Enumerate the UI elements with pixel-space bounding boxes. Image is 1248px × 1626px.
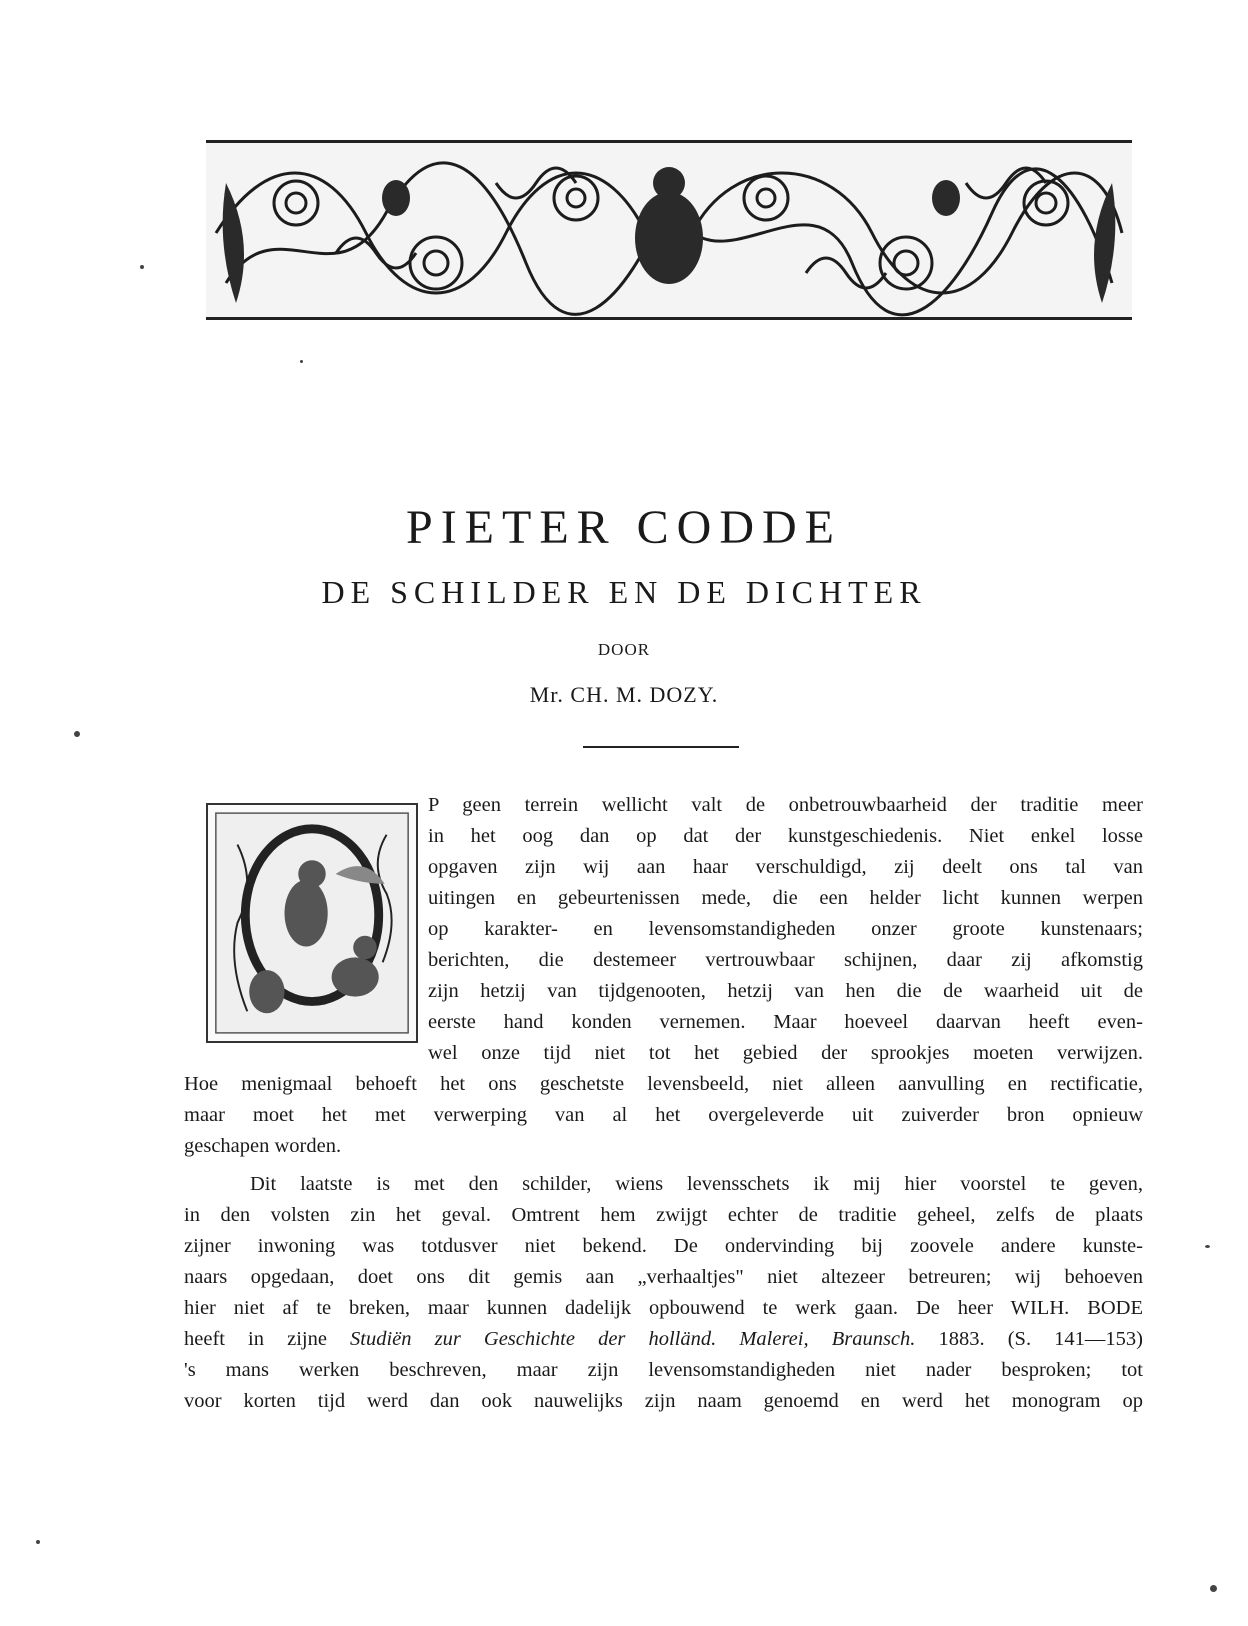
text-line: uitingen en gebeurtenissen mede, die een helder licht kunnen werpen bbox=[428, 887, 1143, 909]
text-line: zijner inwoning was totdusver niet bekend. De ondervinding bij zoovele andere kunste- bbox=[184, 1235, 1143, 1257]
text-line-with-citation bbox=[184, 1324, 1143, 1355]
text-segment: heeft in zijne bbox=[184, 1328, 351, 1350]
scan-speck bbox=[140, 265, 144, 269]
title-divider bbox=[583, 746, 739, 748]
text-line: P geen terrein wellicht valt de onbetrouwbaarheid der traditie meer bbox=[428, 794, 1143, 816]
text-line: maar moet het met verwerping van al het overgeleverde uit zuiverder bron opnieuw bbox=[184, 1104, 1143, 1126]
article-subtitle: DE SCHILDER EN DE DICHTER bbox=[321, 574, 927, 610]
scan-speck bbox=[1210, 1585, 1217, 1592]
text-line: naars opgedaan, doet ons dit gemis aan „verhaaltjes" niet altezeer betreuren; wij behoeven bbox=[184, 1266, 1143, 1288]
italic-citation: Studiën zur Geschichte der holländ. Malerei, Braunsch. bbox=[350, 1328, 916, 1350]
text-line: wel onze tijd niet tot het gebied der sprookjes moeten verwijzen. bbox=[428, 1042, 1143, 1064]
text-line: Hoe menigmaal behoeft het ons geschetste levensbeeld, niet alleen aanvulling en rectificatie, bbox=[184, 1073, 1143, 1095]
text-line: in den volsten zin het geval. Omtrent hem zwijgt echter de traditie geheel, zelfs de plaats bbox=[184, 1204, 1143, 1226]
article-title: PIETER CODDE bbox=[406, 501, 842, 554]
text-line: hier niet af te breken, maar kunnen dadelijk opbouwend te werk gaan. De heer WILH. BODE bbox=[184, 1297, 1143, 1319]
scroll-ornament-image bbox=[206, 143, 1132, 317]
text-line: in het oog dan op dat der kunstgeschiedenis. Niet enkel losse bbox=[428, 825, 1143, 847]
initial-letter-illustration bbox=[208, 805, 416, 1041]
text-line: geschapen worden. bbox=[184, 1135, 342, 1157]
text-line: zijn hetzij van tijdgenooten, hetzij van hen die de waarheid uit de bbox=[428, 980, 1143, 1002]
text-line: eerste hand konden vernemen. Maar hoeveel daarvan heeft even- bbox=[428, 1011, 1143, 1033]
decorated-initial bbox=[206, 803, 418, 1043]
ornamental-headpiece bbox=[206, 140, 1132, 320]
scan-speck bbox=[36, 1540, 40, 1544]
scan-speck bbox=[74, 731, 80, 737]
text-segment: 1883. (S. 141—153) bbox=[915, 1328, 1143, 1350]
scan-speck bbox=[1205, 1245, 1210, 1248]
scan-speck bbox=[300, 360, 303, 363]
text-line: opgaven zijn wij aan haar verschuldigd, zij deelt ons tal van bbox=[428, 856, 1143, 878]
paragraph-intro-wrapped bbox=[428, 790, 1143, 1069]
byline-label: DOOR bbox=[597, 640, 651, 659]
text-line: voor korten tijd werd dan ook nauwelijks zijn naam genoemd en werd het monogram op bbox=[184, 1390, 1143, 1412]
text-line: op karakter- en levensomstandigheden onzer groote kunstenaars; bbox=[428, 918, 1143, 940]
paragraph-intro-continued bbox=[184, 1069, 1143, 1162]
text-line: 's mans werken beschreven, maar zijn levensomstandigheden niet nader besproken; tot bbox=[184, 1359, 1143, 1381]
author-name: Mr. CH. M. DOZY. bbox=[529, 682, 719, 707]
text-line: Dit laatste is met den schilder, wiens levensschets ik mij hier voorstel te geven, bbox=[250, 1173, 1143, 1195]
paragraph-second bbox=[184, 1169, 1143, 1417]
text-line: berichten, die destemeer vertrouwbaar schijnen, daar zij afkomstig bbox=[428, 949, 1143, 971]
